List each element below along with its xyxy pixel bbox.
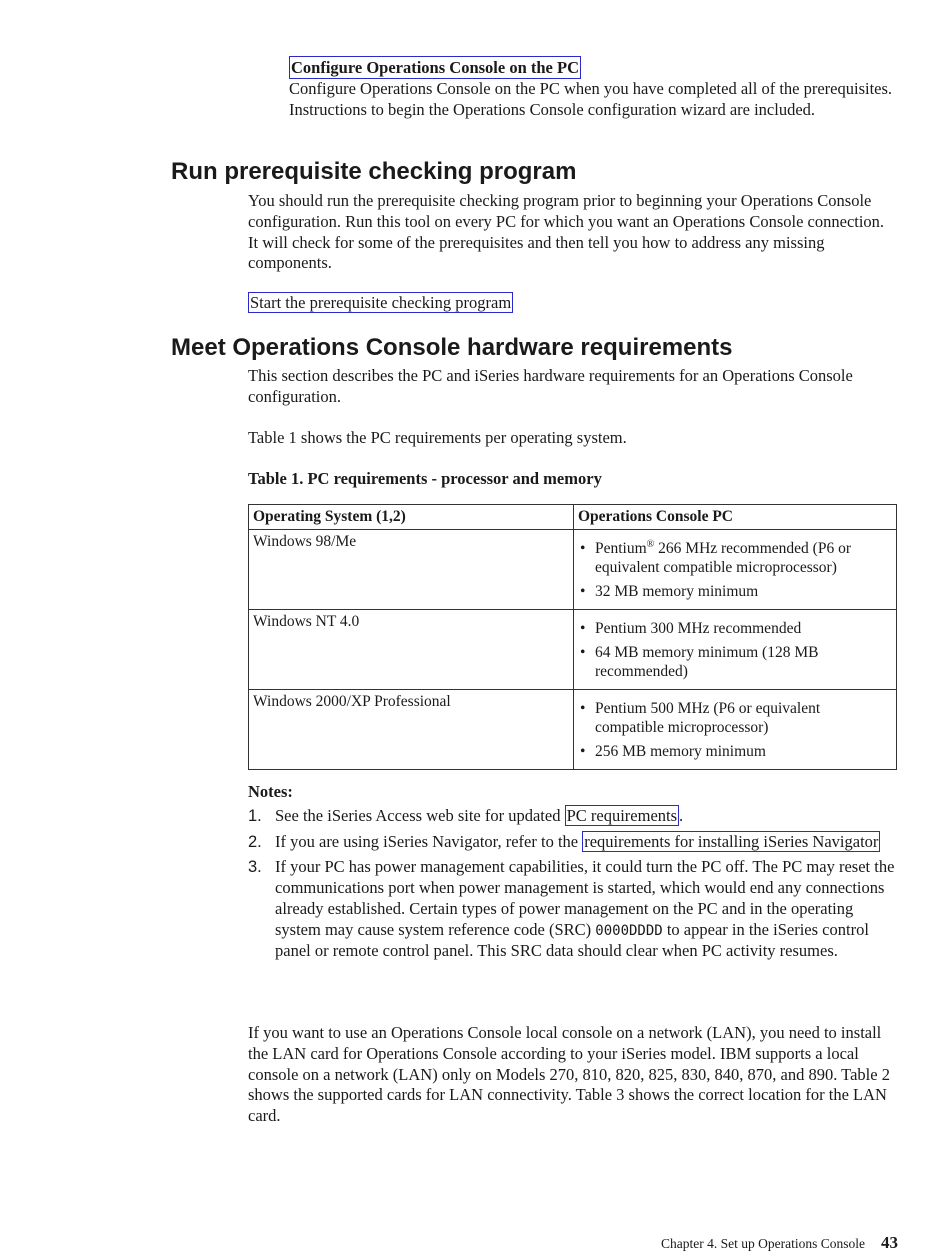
note-number: 3. xyxy=(248,858,262,877)
table-row xyxy=(249,530,897,610)
note-item xyxy=(248,857,898,962)
footer-chapter: Chapter 4. Set up Operations Console xyxy=(661,1236,865,1251)
note-text: See the iSeries Access web site for updated xyxy=(275,806,565,825)
configure-pc-link[interactable]: Configure Operations Console on the PC xyxy=(291,58,579,77)
table-cell-requirements xyxy=(574,530,897,610)
requirement-item: • 256 MB memory minimum xyxy=(578,742,892,761)
table-cell-os: Windows NT 4.0 xyxy=(249,610,574,690)
note-text-end: . xyxy=(679,806,684,825)
table-header-row xyxy=(249,505,897,530)
table-header-pc: Operations Console PC xyxy=(574,505,897,530)
meet-hardware-heading: Meet Operations Console hardware requirements xyxy=(171,334,733,361)
table-cell-requirements xyxy=(574,610,897,690)
notes-title: Notes: xyxy=(248,782,293,801)
requirement-item: • 32 MB memory minimum xyxy=(578,582,892,601)
note-number: 1. xyxy=(248,807,262,825)
requirement-item: • Pentium 500 MHz (P6 or equivalent compatible microprocessor) xyxy=(578,699,892,737)
requirements-list xyxy=(578,539,892,601)
table-cell-requirements xyxy=(574,690,897,770)
note-item xyxy=(248,832,898,853)
table-cell-os: Windows 2000/XP Professional xyxy=(249,690,574,770)
registered-mark: ® xyxy=(646,538,655,550)
table-cell-os: Windows 98/Me xyxy=(249,530,574,610)
note-number: 2. xyxy=(248,832,262,851)
configure-pc-entry xyxy=(289,56,909,120)
requirement-item xyxy=(578,539,892,577)
requirements-list xyxy=(578,699,892,761)
table1-caption: Table 1. PC requirements - processor and memory xyxy=(248,469,602,488)
page-number: 43 xyxy=(881,1233,898,1252)
notes-list xyxy=(248,806,898,967)
run-prereq-heading: Run prerequisite checking program xyxy=(171,158,577,185)
start-prereq-link[interactable]: Start the prerequisite checking program xyxy=(250,293,512,312)
pc-requirements-table xyxy=(248,504,897,770)
navigator-requirements-link[interactable]: requirements for installing iSeries Navigator xyxy=(584,831,879,851)
meet-hardware-paragraph: This section describes the PC and iSeries hardware requirements for an Operations Console configuration. xyxy=(248,366,853,406)
note-item xyxy=(248,806,898,827)
start-prereq-paragraph xyxy=(248,293,898,314)
pc-requirements-link[interactable]: PC requirements xyxy=(566,806,678,825)
note-text-end: to appear in the iSeries control panel or remote control panel. This SRC data should clear when PC activity resumes. xyxy=(275,919,869,961)
requirements-list xyxy=(578,619,892,681)
table1-intro-paragraph: Table 1 shows the PC requirements per operating system. xyxy=(248,428,627,447)
run-prereq-paragraph: You should run the prerequisite checking program prior to beginning your Operations Console configuration. Run this tool on every PC for which you want an Operations Console connection. It will check for some of the prerequisites and then tell you how to address any missing components. xyxy=(248,191,885,273)
requirement-item: • 64 MB memory minimum (128 MB recommended) xyxy=(578,643,892,681)
table-header-os: Operating System (1,2) xyxy=(249,505,574,530)
table-row xyxy=(249,690,897,770)
table-row xyxy=(249,610,897,690)
src-code: 0000DDDD xyxy=(595,922,663,939)
configure-pc-description: Configure Operations Console on the PC when you have completed all of the prerequisites. Instructions to begin the Operations Console configuration wizard are included. xyxy=(289,79,893,119)
page-footer xyxy=(661,1233,898,1253)
lan-paragraph: If you want to use an Operations Console local console on a network (LAN), you need to install the LAN card for Operations Console according to your iSeries model. IBM supports a local console on a network (LAN) only on Models 270, 810, 820, 825, 830, 840, 870, and 890. Table 2 shows the supported cards for LAN connectivity. Table 3 shows the correct location for the LAN card. xyxy=(248,1023,890,1126)
requirement-text: Pentium® 266 MHz recommended (P6 or equivalent compatible microprocessor) xyxy=(595,538,851,576)
note-text: If you are using iSeries Navigator, refer to the xyxy=(275,831,583,851)
note-text: If your PC has power management capabilities, it could turn the PC off. The PC may reset the communications port when power management is started, which would end any connections already established. Certain types of power management on the PC and in the operating system may cause system reference code (SRC) xyxy=(275,857,895,939)
requirement-item: • Pentium 300 MHz recommended xyxy=(578,619,892,638)
